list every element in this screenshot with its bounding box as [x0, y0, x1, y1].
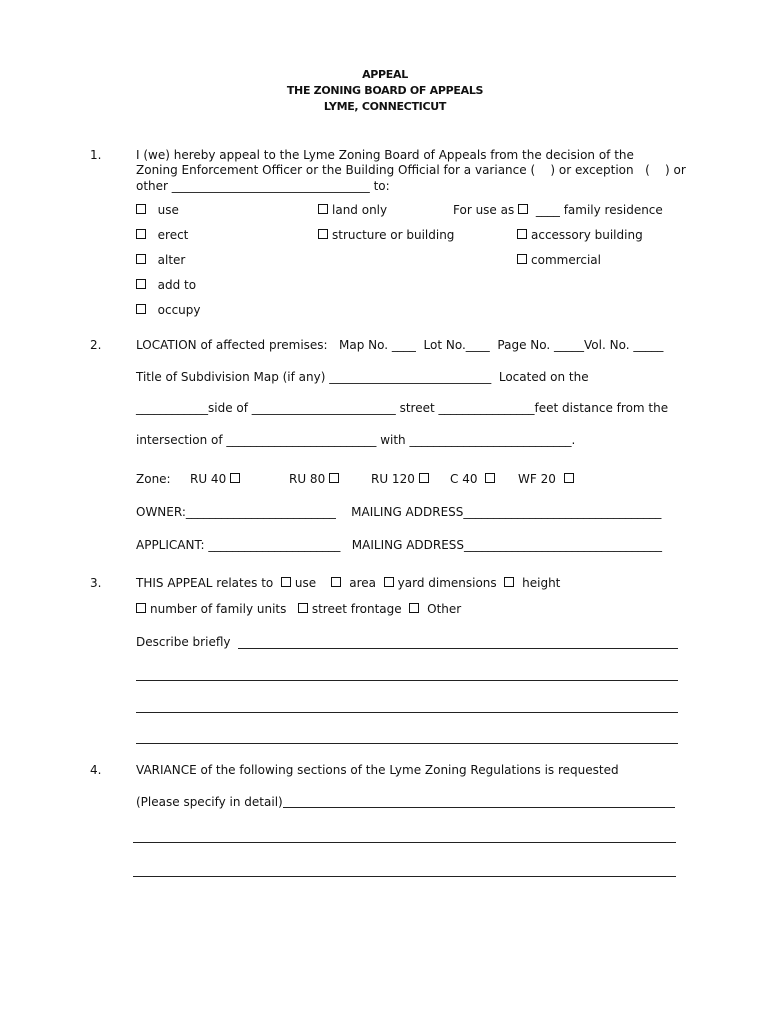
section-4-number: 4.	[90, 763, 102, 777]
checkbox-for-use-as[interactable]	[518, 204, 528, 214]
frontage-label: street frontage	[311, 602, 402, 616]
option-add-to[interactable]	[136, 278, 196, 292]
checkbox-land-only[interactable]	[318, 204, 328, 214]
zone-label: Zone:	[136, 472, 171, 486]
option-use-label: use	[157, 203, 179, 217]
option-alter-label: alter	[157, 253, 186, 267]
appeal-relates-line-2	[136, 602, 461, 616]
checkbox-add-to[interactable]	[136, 279, 146, 289]
location-line: LOCATION of affected premises: Map No. ____ Lot No.____ Page No. _____Vol. No. _____	[136, 338, 664, 352]
zone-wf20-label: WF 20	[518, 472, 556, 486]
checkbox-relates-use[interactable]	[281, 577, 291, 587]
section-1-number: 1.	[90, 148, 102, 162]
describe-field-line-2[interactable]	[136, 680, 678, 681]
describe-field-line-3[interactable]	[136, 712, 678, 713]
zone-c40[interactable]	[450, 472, 499, 486]
checkbox-alter[interactable]	[136, 254, 146, 264]
describe-field-line-4[interactable]	[136, 743, 678, 744]
section-2-number: 2.	[90, 338, 102, 352]
option-add-to-label: add to	[157, 278, 197, 292]
relates-use-label: use	[294, 576, 317, 590]
owner-line: OWNER:_________________________ MAILING ADDRESS_________________________________	[136, 505, 662, 519]
option-occupy-label: occupy	[157, 303, 201, 317]
option-occupy[interactable]	[136, 303, 201, 317]
zone-ru40[interactable]	[190, 472, 244, 486]
checkbox-c40[interactable]	[485, 473, 495, 483]
option-structure-label: structure or building	[332, 228, 455, 242]
height-label: height	[522, 576, 561, 590]
checkbox-wf20[interactable]	[564, 473, 574, 483]
option-alter[interactable]	[136, 253, 185, 267]
checkbox-erect[interactable]	[136, 229, 146, 239]
form-title: APPEAL	[362, 68, 408, 81]
family-units-label: number of family units	[150, 602, 287, 616]
checkbox-height[interactable]	[504, 577, 514, 587]
family-residence-label: ____ family residence	[535, 203, 663, 217]
s1-line-1: I (we) hereby appeal to the Lyme Zoning Board of Appeals from the decision of the	[136, 148, 634, 162]
specify-field-line-1[interactable]	[283, 807, 675, 808]
checkbox-commercial[interactable]	[517, 254, 527, 264]
option-accessory[interactable]	[517, 228, 643, 242]
board-name: THE ZONING BOARD OF APPEALS	[286, 84, 484, 97]
checkbox-other[interactable]	[409, 603, 419, 613]
checkbox-frontage[interactable]	[298, 603, 308, 613]
appeal-relates-line	[136, 576, 560, 590]
option-accessory-label: accessory building	[531, 228, 643, 242]
option-erect[interactable]	[136, 228, 188, 242]
checkbox-ru120[interactable]	[419, 473, 429, 483]
option-erect-label: erect	[157, 228, 189, 242]
specify-field-line-3[interactable]	[133, 876, 676, 877]
option-structure[interactable]	[318, 228, 454, 242]
checkbox-family-units[interactable]	[136, 603, 146, 613]
checkbox-yard[interactable]	[384, 577, 394, 587]
zone-ru120[interactable]	[371, 472, 433, 486]
other-label: Other	[427, 602, 462, 616]
side-of-street-line: ____________side of ________________________ street ________________feet distance from the	[136, 401, 669, 415]
describe-label: Describe briefly	[136, 635, 231, 649]
checkbox-area[interactable]	[331, 577, 341, 587]
area-label: area	[349, 576, 376, 590]
option-use[interactable]	[136, 203, 179, 217]
subdivision-map-line: Title of Subdivision Map (if any) ___________________________ Located on the	[136, 370, 589, 384]
zone-wf20[interactable]	[518, 472, 578, 486]
variance-line: VARIANCE of the following sections of the Lyme Zoning Regulations is requested	[136, 763, 619, 777]
specify-field-line-2[interactable]	[133, 842, 676, 843]
yard-label: yard dimensions	[397, 576, 497, 590]
intersection-line: intersection of _________________________ with ___________________________.	[136, 433, 576, 447]
checkbox-structure[interactable]	[318, 229, 328, 239]
s1-line-3: other _________________________________ to:	[136, 179, 390, 193]
for-use-as[interactable]	[453, 203, 663, 217]
section-3-number: 3.	[90, 576, 102, 590]
zone-c40-label: C 40	[450, 472, 478, 486]
option-land-only[interactable]	[318, 203, 387, 217]
zone-ru80[interactable]	[289, 472, 343, 486]
checkbox-ru40[interactable]	[230, 473, 240, 483]
s1-line-2: Zoning Enforcement Officer or the Building Official for a variance ( ) or exception ( ) or	[136, 163, 686, 177]
checkbox-ru80[interactable]	[329, 473, 339, 483]
zone-ru40-label: RU 40	[190, 472, 227, 486]
option-land-only-label: land only	[332, 203, 388, 217]
relates-label: THIS APPEAL relates to	[136, 576, 274, 590]
applicant-line: APPLICANT: ______________________ MAILING ADDRESS_________________________________	[136, 538, 663, 552]
checkbox-accessory[interactable]	[517, 229, 527, 239]
zone-ru80-label: RU 80	[289, 472, 326, 486]
for-use-as-label: For use as	[453, 203, 515, 217]
zone-ru120-label: RU 120	[371, 472, 415, 486]
option-commercial[interactable]	[517, 253, 601, 267]
town-name: LYME, CONNECTICUT	[323, 100, 447, 113]
option-commercial-label: commercial	[531, 253, 601, 267]
checkbox-use[interactable]	[136, 204, 146, 214]
describe-field-line-1[interactable]	[238, 648, 678, 649]
specify-label: (Please specify in detail)	[136, 795, 283, 809]
checkbox-occupy[interactable]	[136, 304, 146, 314]
